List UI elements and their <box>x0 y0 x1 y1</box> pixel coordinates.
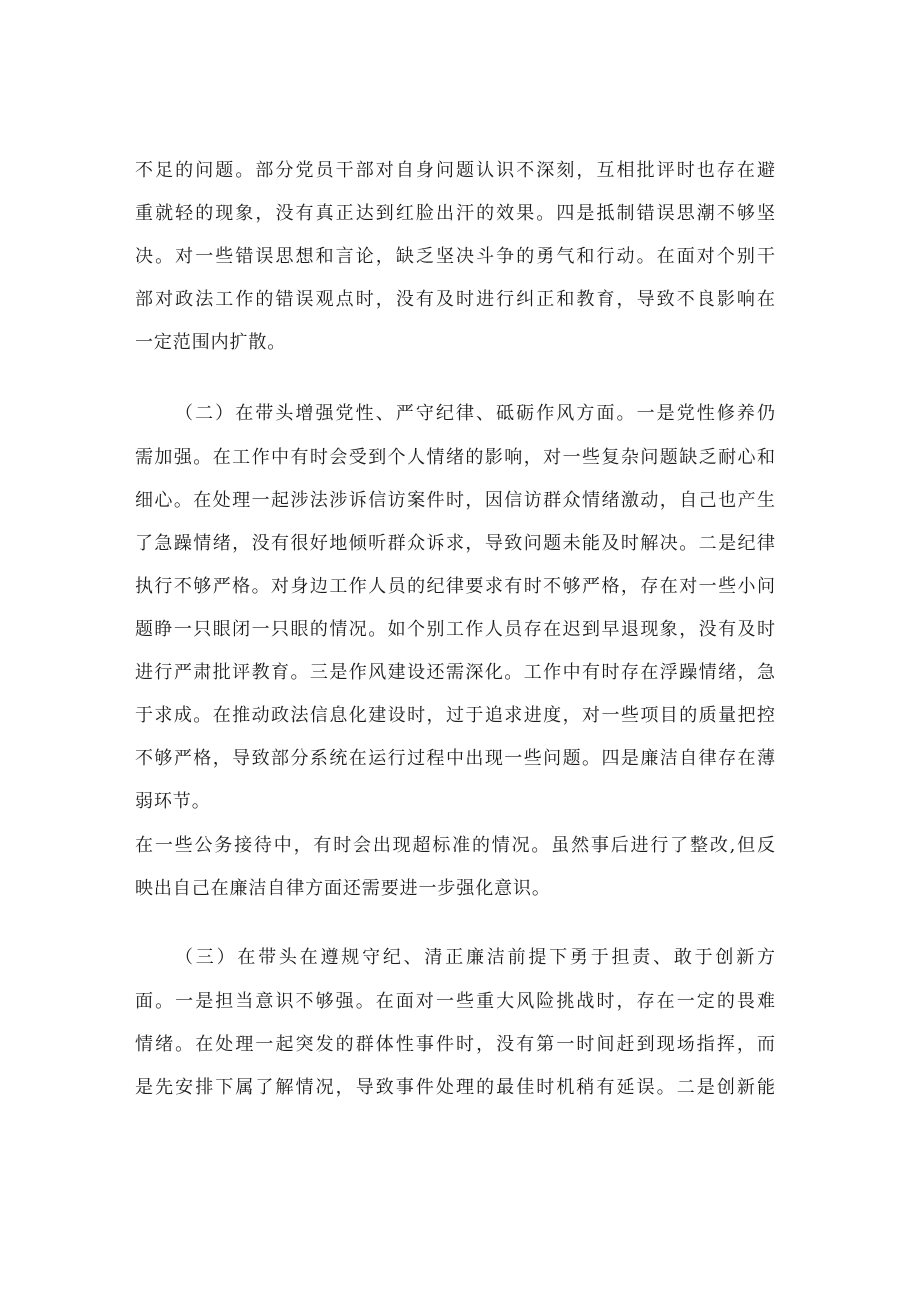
text-line: 题睁一只眼闭一只眼的情况。如个别工作人员存在迟到早退现象，没有及时 <box>135 619 775 640</box>
text-line: 于求成。在推动政法信息化建设时，过于追求进度，对一些项目的质量把控 <box>135 705 775 726</box>
text-line: 不足的问题。部分党员干部对自身问题认识不深刻，互相批评时也存在避 <box>135 160 775 181</box>
text-line: 面。一是担当意识不够强。在面对一些重大风险挑战时，存在一定的畏难 <box>135 991 775 1012</box>
text-line: 部对政法工作的错误观点时，没有及时进行纠正和教育，导致不良影响在 <box>135 289 775 310</box>
text-line: 执行不够严格。对身边工作人员的纪律要求有时不够严格，存在对一些小问 <box>135 576 775 597</box>
text-line: 一定范围内扩散。 <box>135 332 287 353</box>
section-heading-line: （二）在带头增强党性、严守纪律、砥砺作风方面。一是党性修养仍 <box>175 403 775 424</box>
section-heading-line: （三）在带头在遵规守纪、清正廉洁前提下勇于担责、敢于创新方 <box>175 947 775 968</box>
text-line: 是先安排下属了解情况，导致事件处理的最佳时机稍有延误。二是创新能 <box>135 1077 775 1098</box>
text-line: 需加强。在工作中有时会受到个人情绪的影响，对一些复杂问题缺乏耐心和 <box>135 447 775 468</box>
text-line: 不够严格，导致部分系统在运行过程中出现一些问题。四是廉洁自律存在薄 <box>135 748 775 769</box>
text-line: 决。对一些错误思想和言论，缺乏坚决斗争的勇气和行动。在面对个别干 <box>135 246 775 267</box>
text-line: 进行严肃批评教育。三是作风建设还需深化。工作中有时存在浮躁情绪，急 <box>135 662 775 683</box>
text-line: 了急躁情绪，没有很好地倾听群众诉求，导致问题未能及时解决。二是纪律 <box>135 533 775 554</box>
text-line: 情绪。在处理一起突发的群体性事件时，没有第一时间赶到现场指挥，而 <box>135 1034 775 1055</box>
text-line: 在一些公务接待中，有时会出现超标准的情况。虽然事后进行了整改,但反 <box>135 835 775 856</box>
text-line: 弱环节。 <box>135 791 211 812</box>
text-line: 映出自己在廉洁自律方面还需要进一步强化意识。 <box>135 878 551 899</box>
text-line: 细心。在处理一起涉法涉诉信访案件时，因信访群众情绪激动，自己也产生 <box>135 490 775 511</box>
text-line: 重就轻的现象，没有真正达到红脸出汗的效果。四是抵制错误思潮不够坚 <box>135 203 775 224</box>
